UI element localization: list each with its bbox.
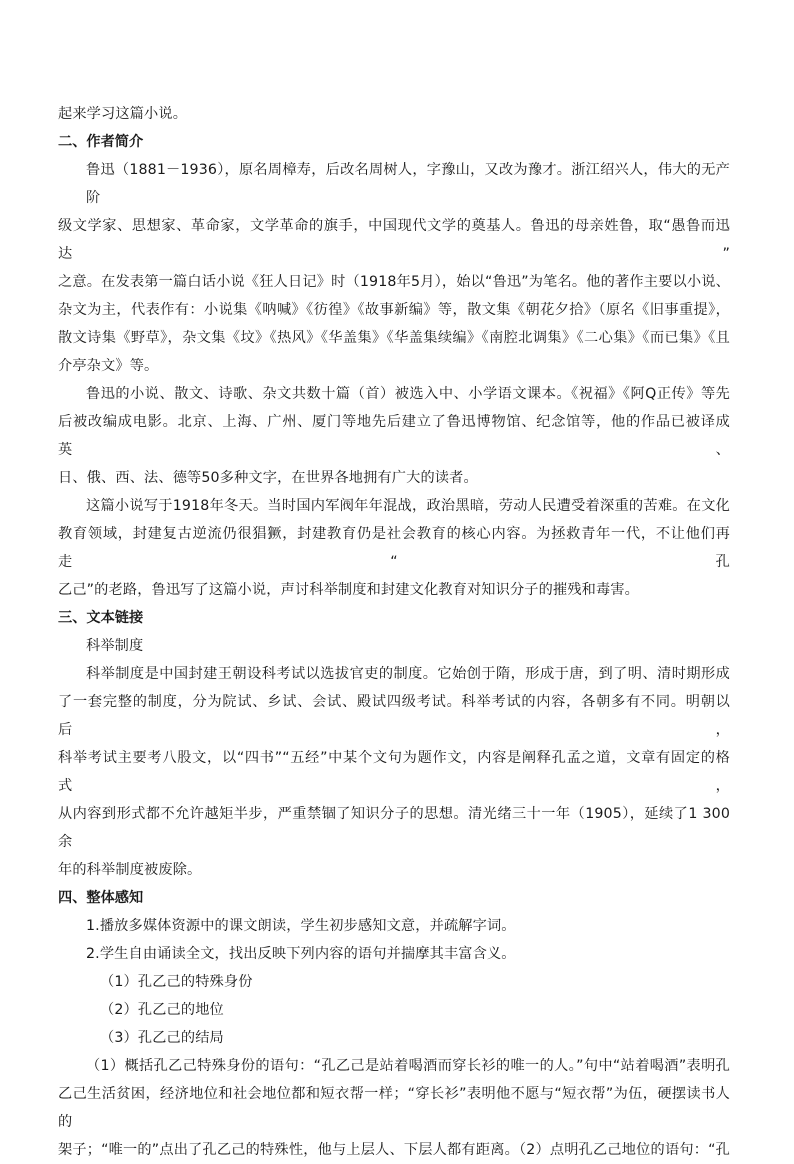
list-item: 2.学生自由诵读全文，找出反映下列内容的语句并揣摩其丰富含义。	[86, 946, 516, 962]
paragraph-line: 级文学家、思想家、革命家，文学革命的旗手，中国现代文学的奠基人。鲁迅的母亲姓鲁，取“愚鲁而迅达”	[58, 218, 730, 262]
paragraph-line: 后被改编成电影。北京、上海、广州、厦门等地先后建立了鲁迅博物馆、纪念馆等，他的作品已被译成英、	[58, 414, 730, 458]
subheading: 科举制度	[86, 638, 144, 654]
section-heading-text-link: 三、文本链接	[58, 610, 144, 626]
paragraph-line: 教育领域，封建复古逆流仍很猖獗，封建教育仍是社会教育的核心内容。为拯救青年一代，不让他们再走“孔	[58, 526, 730, 570]
paragraph-line: 从内容到形式都不允许越矩半步，严重禁锢了知识分子的思想。清光绪三十一年（1905），延续了1 300余	[58, 806, 730, 850]
paragraph-line: 年的科举制度被废除。	[58, 862, 202, 878]
paragraph-line: 架子；“唯一的”点出了孔乙己的特殊性，他与上层人、下层人都有距离。（2）点明孔乙己地位的语句：“孔	[58, 1142, 730, 1158]
section-heading-author: 二、作者简介	[58, 134, 144, 150]
list-item: （3）孔乙己的结局	[100, 1030, 224, 1046]
section-heading-overall-perception: 四、整体感知	[58, 890, 144, 906]
document-body	[58, 100, 730, 1164]
list-item: （2）孔乙己的地位	[100, 1002, 224, 1018]
list-item: 1.播放多媒体资源中的课文朗读，学生初步感知文意，并疏解字词。	[86, 918, 516, 934]
paragraph-line: 科举制度是中国封建王朝设科考试以选拔官吏的制度。它始创于隋，形成于唐，到了明、清时期形成	[86, 666, 730, 682]
paragraph-line: 起来学习这篇小说。	[58, 106, 188, 122]
paragraph-line: 乙己”的老路，鲁迅写了这篇小说，声讨科举制度和封建文化教育对知识分子的摧残和毒害。	[58, 582, 640, 598]
list-item: （1）孔乙己的特殊身份	[100, 974, 253, 990]
paragraph-line: （1）概括孔乙己特殊身份的语句：“孔乙己是站着喝酒而穿长衫的唯一的人。”句中“站着喝酒”表明孔	[86, 1058, 730, 1074]
paragraph-line: 鲁迅（1881－1936），原名周樟寿，后改名周树人，字豫山，又改为豫才。浙江绍兴人，伟大的无产阶	[86, 162, 730, 206]
paragraph-line: 日、俄、西、法、德等50多种文字，在世界各地拥有广大的读者。	[58, 470, 478, 486]
paragraph-line: 鲁迅的小说、散文、诗歌、杂文共数十篇（首）被选入中、小学语文课本。《祝福》《阿Q正传》等先	[86, 386, 730, 402]
paragraph-line: 乙己生活贫困，经济地位和社会地位都和短衣帮一样；“穿长衫”表明他不愿与“短衣帮”为伍，硬摆读书人的	[58, 1086, 730, 1130]
paragraph-line: 之意。在发表第一篇白话小说《狂人日记》时（1918年5月），始以“鲁迅”为笔名。他的著作主要以小说、	[58, 274, 730, 290]
paragraph-line: 这篇小说写于1918年冬天。当时国内军阀年年混战，政治黑暗，劳动人民遭受着深重的苦难。在文化	[86, 498, 730, 514]
paragraph-line: 科举考试主要考八股文，以“四书”“五经”中某个文句为题作文，内容是阐释孔孟之道，文章有固定的格式，	[58, 750, 730, 794]
paragraph-line: 了一套完整的制度，分为院试、乡试、会试、殿试四级考试。科举考试的内容，各朝多有不同。明朝以后，	[58, 694, 730, 738]
paragraph-line: 杂文为主，代表作有：小说集《呐喊》《彷徨》《故事新编》等，散文集《朝花夕拾》（原名《旧事重提》，	[58, 302, 730, 318]
paragraph-line: 介亭杂文》等。	[58, 358, 159, 374]
paragraph-line: 散文诗集《野草》，杂文集《坟》《热风》《华盖集》《华盖集续编》《南腔北调集》《二心集》《而已集》《且	[58, 330, 730, 346]
